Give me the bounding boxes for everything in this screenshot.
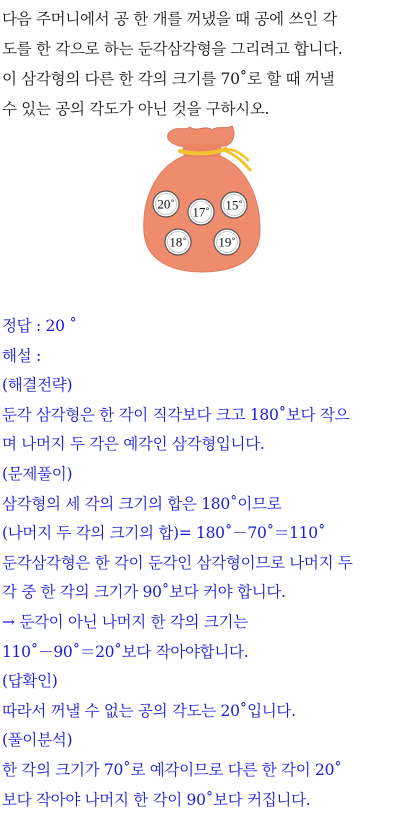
answer-line: (해결전략)	[2, 376, 73, 395]
answer-line: (문제풀이)	[2, 464, 73, 483]
question-line: 이 삼각형의 다른 한 각의 크기를 70˚로 할 때 꺼낼	[2, 70, 335, 88]
answer-line: 따라서 꺼낼 수 없는 공의 각도는 20˚입니다.	[2, 701, 296, 720]
answer-line: 110˚－90˚＝20˚보다 작아야합니다.	[2, 642, 249, 661]
answer-line: 삼각형의 세 각의 크기의 합은 180˚이므로	[2, 494, 282, 513]
answer-line: 둔각 삼각형은 한 각이 직각보다 크고 180˚보다 작으	[2, 405, 350, 424]
ball-15	[221, 192, 247, 218]
answer-line: 둔각삼각형은 한 각이 둔각인 삼각형이므로 나머지 두	[2, 553, 353, 572]
question-text	[2, 4, 400, 124]
ball-label: 17˚	[192, 204, 210, 220]
ball-label: 18˚	[169, 234, 187, 250]
question-line: 다음 주머니에서 공 한 개를 꺼냈을 때 공에 쓰인 각	[2, 10, 338, 28]
answer-line: 보다 작아야 나머지 한 각이 90˚보다 커집니다.	[2, 790, 311, 809]
answer-line: 한 각의 크기가 70˚로 예각이므로 다른 한 각이 20˚	[2, 760, 342, 779]
answer-line: 며 나머지 두 각은 예각인 삼각형입니다.	[2, 435, 265, 454]
pouch-illustration	[140, 124, 264, 274]
answer-line: → 둔각이 아닌 나머지 한 각의 크기는	[2, 612, 248, 631]
answer-line: 정답 : 20 ˚	[2, 317, 77, 335]
question-line: 도를 한 각으로 하는 둔각삼각형을 그리려고 합니다.	[2, 40, 343, 58]
ball-label: 20˚	[157, 196, 175, 212]
ball-19	[214, 229, 240, 255]
ball-label: 15˚	[225, 197, 243, 213]
answer-line: (답확인)	[2, 672, 58, 691]
answer-section	[2, 312, 400, 815]
question-line: 수 있는 공의 각도가 아닌 것을 구하시오.	[2, 100, 270, 118]
ball-18	[165, 229, 191, 255]
ball-20	[153, 191, 179, 217]
pouch-frill	[168, 126, 234, 146]
answer-line: 해설 :	[2, 346, 41, 365]
ball-17	[188, 199, 214, 225]
ball-label: 19˚	[218, 234, 236, 250]
answer-line: (풀이분석)	[2, 731, 73, 750]
answer-line: 각 중 한 각의 크기가 90˚보다 커야 합니다.	[2, 583, 286, 602]
answer-line: (나머지 두 각의 크기의 합)= 180˚－70˚＝110˚	[2, 524, 326, 543]
